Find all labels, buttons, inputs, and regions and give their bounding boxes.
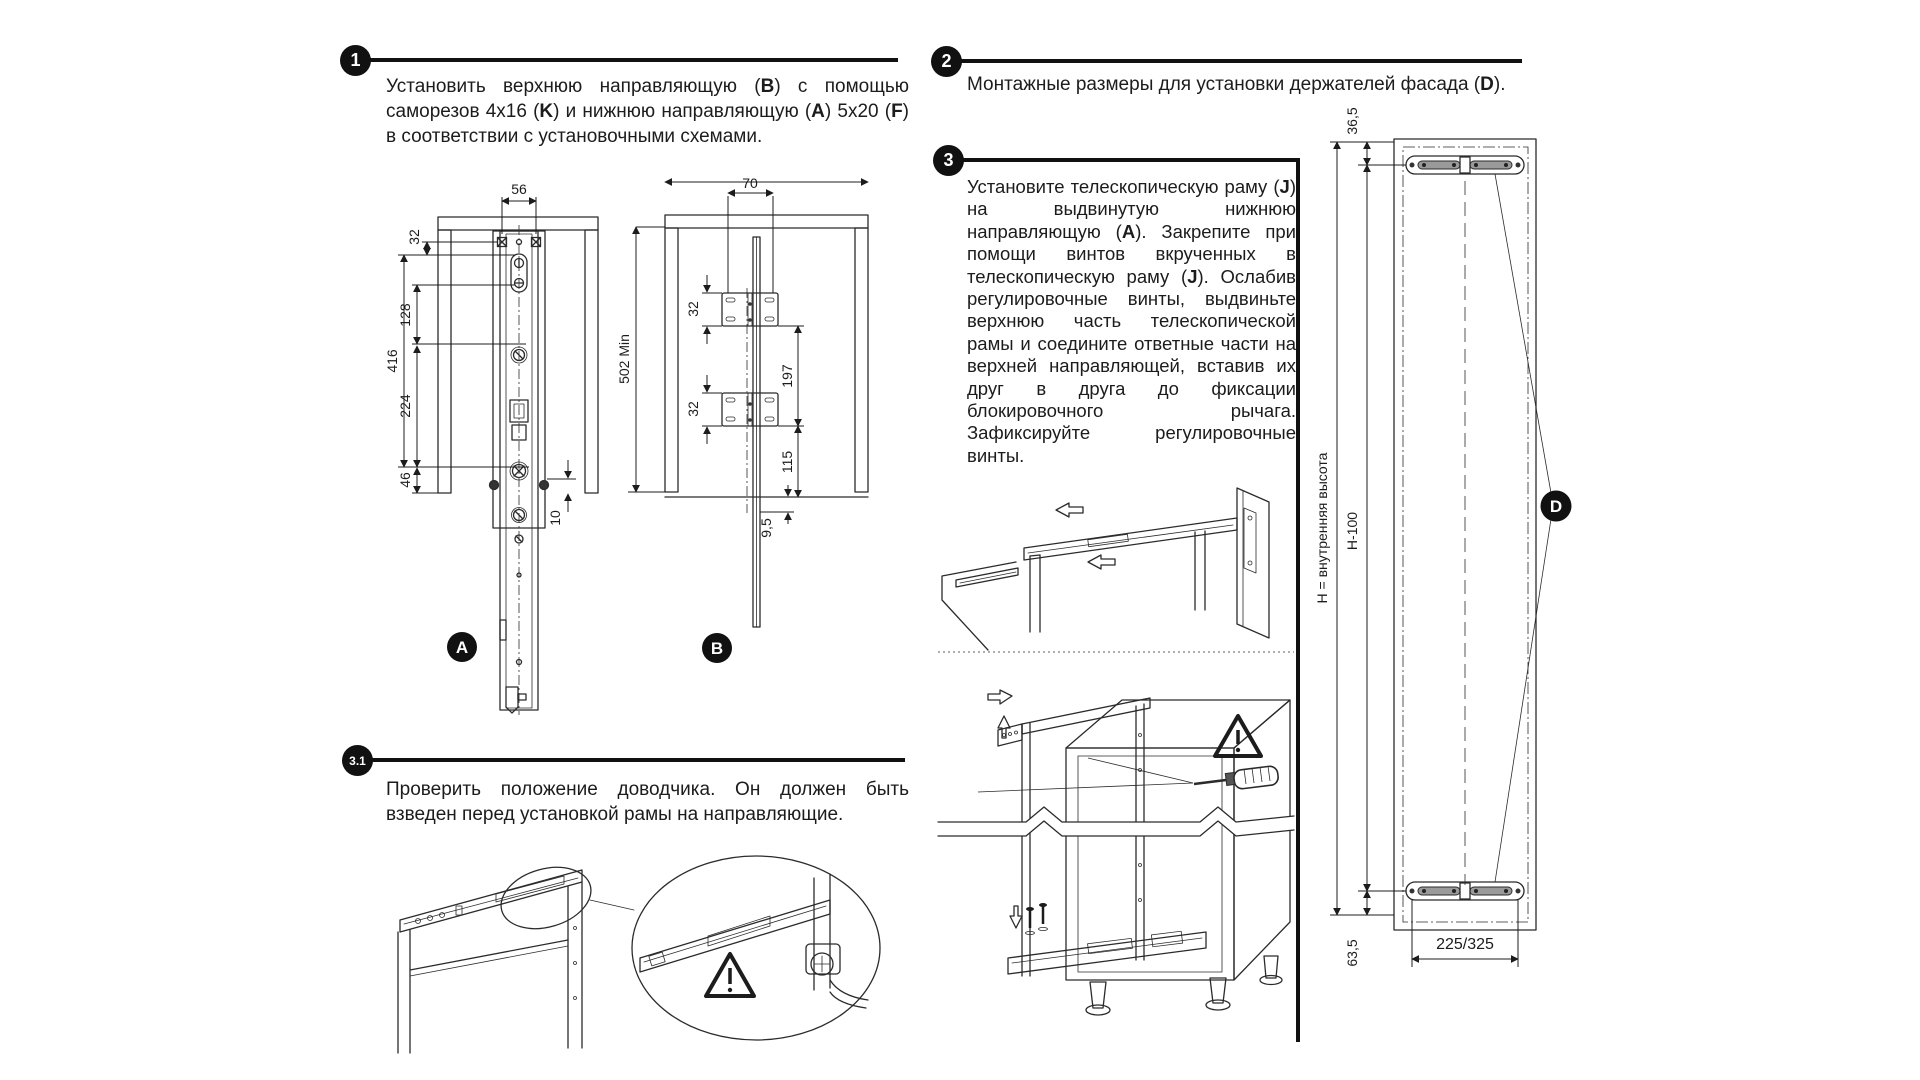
svg-text:225/325: 225/325	[1436, 936, 1494, 953]
svg-text:9,5: 9,5	[758, 518, 774, 538]
dimension-labels-b	[616, 175, 797, 538]
svg-text:A: A	[455, 638, 469, 657]
step-2-text: Монтажные размеры для установки держателей фасада (D).	[967, 74, 1506, 95]
svg-text:63,5: 63,5	[1344, 939, 1360, 967]
label-b-badge	[702, 633, 732, 663]
dimensions-b	[628, 182, 868, 524]
step-3-1-rule	[371, 758, 905, 762]
step-1-text: Установить верхнюю направляющую (B) с помощью саморезов 4x16 (K) и нижнюю направляющую (A) 5x20 (F) в соответствии с установочными схемами.	[386, 76, 909, 147]
diagram-b-upper-rail	[616, 163, 892, 713]
upper-rail-rod	[753, 237, 760, 627]
step-1-badge: 1	[340, 45, 371, 76]
facade-panel	[1394, 139, 1536, 930]
svg-text:32: 32	[406, 229, 422, 245]
svg-text:32: 32	[685, 301, 701, 317]
screwdriver-icon	[1194, 765, 1279, 789]
svg-text:416: 416	[384, 349, 400, 373]
leader-lines	[978, 758, 1193, 792]
step-3-badge: 3	[933, 145, 964, 176]
step-3-1-badge: 3.1	[342, 745, 373, 776]
cabinet-section-walls	[665, 215, 868, 497]
dimension-labels-d	[1314, 107, 1494, 966]
svg-text:224: 224	[397, 394, 413, 418]
warning-icon	[706, 954, 754, 996]
illustration-closer-check	[378, 848, 908, 1078]
leader-lines	[1495, 174, 1551, 882]
illustration-cabinet-install	[938, 660, 1294, 1040]
svg-text:70: 70	[742, 175, 758, 191]
svg-text:197: 197	[779, 364, 795, 388]
svg-text:46: 46	[397, 472, 413, 488]
screws	[1026, 903, 1048, 935]
step-1-rule	[369, 58, 898, 62]
svg-text:D: D	[1549, 497, 1563, 516]
svg-text:502 Min: 502 Min	[616, 334, 632, 384]
step-3-border	[1296, 158, 1300, 1042]
facade-holder-top	[1406, 156, 1524, 174]
svg-text:H = внутренняя высота: H = внутренняя высота	[1314, 452, 1330, 604]
svg-text:56: 56	[511, 181, 527, 197]
svg-text:128: 128	[397, 303, 413, 327]
step-3-1-text: Проверить положение доводчика. Он должен быть взведен перед установкой рамы на направляющие.	[386, 779, 909, 825]
label-d-badge	[1541, 491, 1572, 522]
mounting-brackets	[722, 293, 778, 426]
step-3-rule	[962, 158, 1300, 162]
label-a-badge	[447, 632, 477, 662]
illustration-frame-install	[938, 480, 1294, 660]
svg-text:36,5: 36,5	[1344, 107, 1360, 135]
svg-text:H-100: H-100	[1344, 511, 1360, 551]
svg-text:115: 115	[779, 450, 795, 474]
svg-text:B: B	[710, 639, 724, 658]
diagram-d-facade-panel	[1303, 93, 1608, 1003]
dimensions-a	[398, 197, 576, 512]
step-3-text: Установите телескопическую раму (J) на выдвинутую нижнюю направляющую (A). Закрепите при помощи винтов вкрученных в телескопическую раму (J). Ослабив регулировочные винты, выдвиньте верхнюю часть телескопической рамы и соедините ответные части на верхней направляющей, вставив их друг в друга до фиксации блокировочного рычага. Зафиксируйте регулировочные винты.	[967, 176, 1297, 466]
svg-text:32: 32	[685, 401, 701, 417]
step-2-rule	[960, 59, 1522, 63]
step-2-badge: 2	[931, 46, 962, 77]
svg-text:10: 10	[547, 510, 563, 526]
break-band	[938, 807, 1294, 836]
warning-icon	[1215, 716, 1261, 756]
